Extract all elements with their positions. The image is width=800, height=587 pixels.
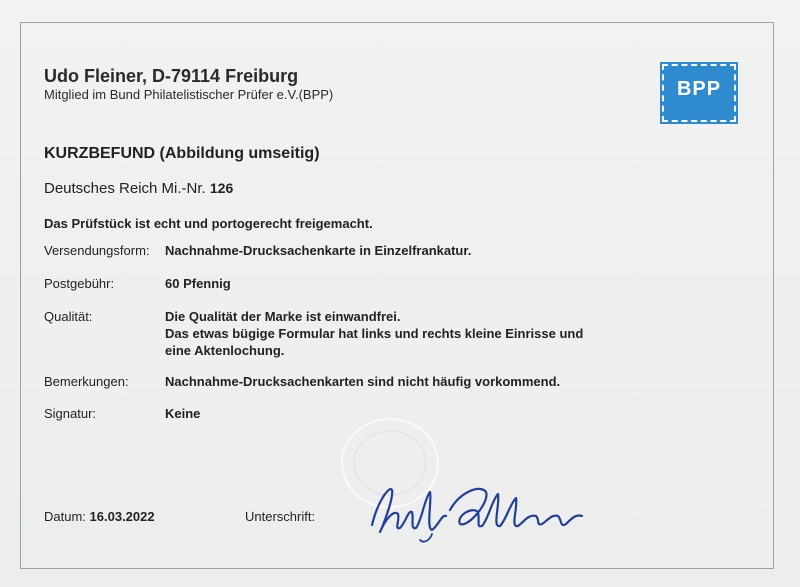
signature-label: Unterschrift: bbox=[245, 509, 316, 524]
subject-number: 126 bbox=[209, 180, 234, 196]
bpp-logo bbox=[662, 64, 736, 122]
field-value-bemerkungen: Nachnahme-Drucksachenkarten sind nicht häufig vorkommend. bbox=[165, 374, 561, 389]
examiner-name: Udo Fleiner, D-79114 Freiburg bbox=[44, 66, 299, 86]
report-subject bbox=[44, 180, 233, 197]
field-value-qualitaet-line2: Das etwas bügige Formular hat links und rechts kleine Einrisse und bbox=[165, 326, 584, 341]
field-value-versendung: Nachnahme-Drucksachenkarte in Einzelfrankatur. bbox=[165, 243, 472, 258]
subject-prefix: Deutsches Reich Mi.-Nr. bbox=[44, 180, 206, 197]
field-label-postgebuehr: Postgebühr: bbox=[44, 276, 115, 291]
field-value-signatur: Keine bbox=[165, 406, 201, 421]
date-label: Datum: bbox=[44, 509, 86, 524]
date-value: 16.03.2022 bbox=[89, 509, 155, 524]
date-line bbox=[44, 509, 155, 524]
report-statement: Das Prüfstück ist echt und portogerecht freigemacht. bbox=[44, 216, 373, 231]
report-heading: KURZBEFUND (Abbildung umseitig) bbox=[44, 145, 320, 162]
field-value-postgebuehr: 60 Pfennig bbox=[165, 276, 231, 291]
field-value-qualitaet-line1: Die Qualität der Marke ist einwandfrei. bbox=[165, 309, 401, 324]
field-label-qualitaet: Qualität: bbox=[44, 309, 93, 324]
field-label-versendung: Versendungsform: bbox=[44, 243, 150, 258]
examiner-membership: Mitglied im Bund Philatelistischer Prüfer e.V.(BPP) bbox=[44, 87, 334, 102]
field-label-bemerkungen: Bemerkungen: bbox=[44, 374, 129, 389]
bpp-logo-text: BPP bbox=[676, 78, 722, 100]
handwritten-signature bbox=[360, 470, 600, 550]
field-label-signatur: Signatur: bbox=[44, 406, 97, 421]
field-value-qualitaet-line3: eine Aktenlochung. bbox=[165, 343, 285, 358]
